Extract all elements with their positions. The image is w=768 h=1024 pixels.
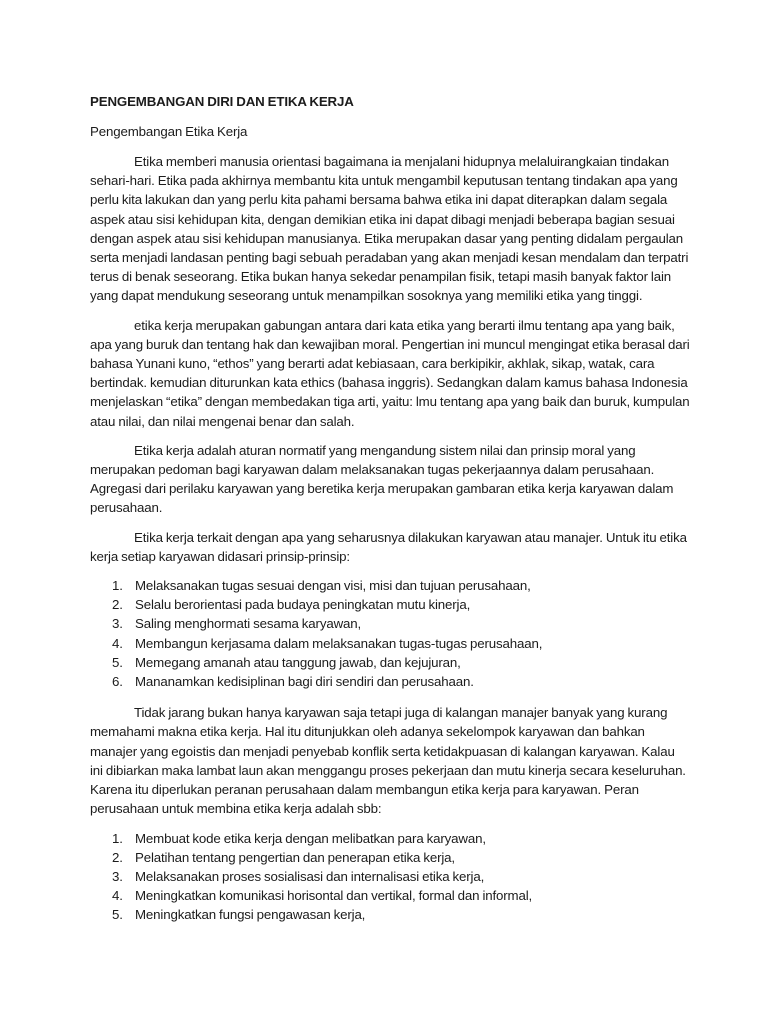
list-number: 1. <box>112 830 123 846</box>
list-number: 2. <box>112 597 123 613</box>
list-text: Selalu berorientasi pada budaya peningkatan mutu kinerja, <box>135 597 471 613</box>
list-item <box>90 848 690 867</box>
list-number: 1. <box>112 578 123 594</box>
list-text: Melaksanakan tugas sesuai dengan visi, misi dan tujuan perusahaan, <box>135 578 531 594</box>
document-subtitle: Pengembangan Etika Kerja <box>90 124 248 139</box>
list-number: 5. <box>112 907 123 923</box>
list-item <box>90 576 690 595</box>
list-item <box>90 867 690 886</box>
list-item <box>90 634 690 653</box>
list-text: Memegang amanah atau tanggung jawab, dan kejujuran, <box>135 654 461 670</box>
list-number: 3. <box>112 868 123 884</box>
list-number: 6. <box>112 674 123 690</box>
list-number: 4. <box>112 635 123 651</box>
list-number: 2. <box>112 849 123 865</box>
list-text: Meningkatkan fungsi pengawasan kerja, <box>135 907 366 923</box>
list-text: Membuat kode etika kerja dengan melibatkan para karyawan, <box>135 830 486 846</box>
paragraph-2: etika kerja merupakan gabungan antara dari kata etika yang berarti ilmu tentang apa yang baik, apa yang buruk dan tentang hak dan kewajiban moral. Pengertian ini muncul mengingat etika berasal dari bahasa Yunani kuno, “ethos” yang berarti adat kebiasaan, cara berkipikir, akhlak, sikap, watak, cara bertindak. kemudian diturunkan kata ethics (bahasa inggris). Sedangkan dalam kamus bahasa Indonesia menjelaskan “etika” dengan membedakan tiga arti, yaitu: lmu tentang apa yang baik dan buruk, kumpulan atau nilai, dan nilai mengenai benar dan salah. <box>90 317 690 429</box>
list-number: 4. <box>112 888 123 904</box>
paragraph-3: Etika kerja adalah aturan normatif yang mengandung sistem nilai dan prinsip moral yang merupakan pedoman bagi karyawan dalam melaksanakan tugas pekerjaannya dalam perusahaan. Agregasi dari perilaku karyawan yang beretika kerja merupakan gambaran etika kerja karyawan dalam perusahaan. <box>90 442 674 516</box>
list-number: 3. <box>112 616 123 632</box>
list-item <box>90 614 690 633</box>
company-roles-list <box>90 829 690 925</box>
list-number: 5. <box>112 654 123 670</box>
paragraph-4: Etika kerja terkait dengan apa yang seharusnya dilakukan karyawan atau manajer. Untuk itu etika kerja setiap karyawan didasari prinsip-prinsip: <box>90 529 687 564</box>
list-item <box>90 905 690 924</box>
list-text: Melaksanakan proses sosialisasi dan internalisasi etika kerja, <box>135 868 485 884</box>
document-page <box>90 92 690 937</box>
paragraph-1: Etika memberi manusia orientasi bagaimana ia menjalani hidupnya melaluirangkaian tindakan sehari-hari. Etika pada akhirnya membantu kita untuk mengambil keputusan tentang tindakan apa yang perlu kita lakukan dan yang perlu kita pahami bersama bahwa etika ini dapat diterapkan dalam segala aspek atau sisi kehidupan kita, dengan demikian etika ini dapat dibagi menjadi beberapa bagian sesuai dengan aspek atau sisi kehidupan manusianya. Etika merupakan dasar yang penting didalam pergaulan serta menjadi landasan penting bagi sebuah peradaban yang akan menjadi kesan mendalam dan terpatri terus di benak seseorang. Etika bukan hanya sekedar penampilan fisik, tetapi masih banyak faktor lain yang dapat mendukung seseorang untuk menampilkan sosoknya yang memiliki etika yang tinggi. <box>90 154 689 304</box>
list-text: Mananamkan kedisiplinan bagi diri sendiri dan perusahaan. <box>135 674 474 690</box>
paragraph-5: Tidak jarang bukan hanya karyawan saja tetapi juga di kalangan manajer banyak yang kurang memahami makna etika kerja. Hal itu ditunjukkan oleh adanya sekelompok karyawan dan bahkan manajer yang egoistis dan menjadi penyebab konflik serta ketidakpuasan di kalangan karyawan. Kalau ini dibiarkan maka lambat laun akan menggangu proses pekerjaan dan mutu kinerja secara keseluruhan. Karena itu diperlukan peranan perusahaan dalam membangun etika kerja para karyawan. Peran perusahaan untuk membina etika kerja adalah sbb: <box>90 705 686 817</box>
list-item <box>90 595 690 614</box>
list-text: Pelatihan tentang pengertian dan penerapan etika kerja, <box>135 849 455 865</box>
list-text: Meningkatkan komunikasi horisontal dan vertikal, formal dan informal, <box>135 888 533 904</box>
list-text: Saling menghormati sesama karyawan, <box>135 616 362 632</box>
list-item <box>90 886 690 905</box>
list-text: Membangun kerjasama dalam melaksanakan tugas-tugas perusahaan, <box>135 635 543 651</box>
list-item <box>90 829 690 848</box>
list-item <box>90 672 690 691</box>
list-item <box>90 653 690 672</box>
principles-list <box>90 576 690 691</box>
document-title: PENGEMBANGAN DIRI DAN ETIKA KERJA <box>90 94 354 109</box>
